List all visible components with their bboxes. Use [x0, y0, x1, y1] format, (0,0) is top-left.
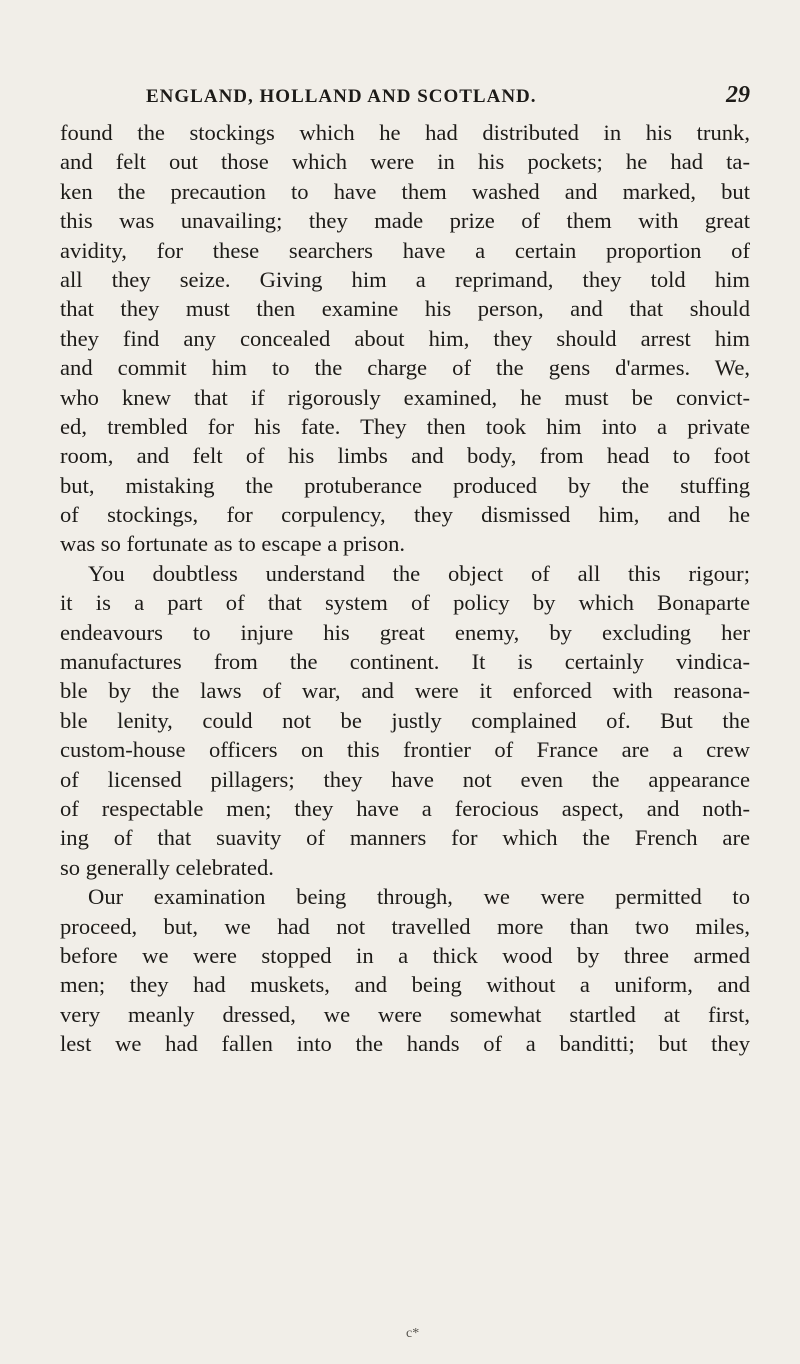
text-line: it is a part of that system of policy by which Bonaparte — [60, 590, 750, 616]
text-line: very meanly dressed, we were somewhat startled at first, — [60, 1001, 750, 1027]
page-header — [60, 82, 750, 116]
text-line: was so fortunate as to escape a prison. — [60, 531, 406, 557]
text-line: of respectable men; they have a ferocious aspect, and noth- — [60, 795, 750, 821]
signature-mark: c* — [406, 1326, 420, 1341]
text-line: ing of that suavity of manners for which the French are — [60, 825, 750, 851]
text-line: ble lenity, could not be justly complained of. But the — [60, 707, 750, 733]
text-line: Our examination being through, we were permitted to — [88, 884, 750, 910]
text-line: of licensed pillagers; they have not even the appearance — [60, 766, 750, 792]
text-line: ken the precaution to have them washed and marked, but — [60, 178, 750, 204]
text-line: room, and felt of his limbs and body, from head to foot — [60, 443, 750, 469]
text-line: proceed, but, we had not travelled more than two miles, — [60, 913, 750, 939]
text-line: You doubtless understand the object of all this rigour; — [88, 560, 750, 586]
text-line: endeavours to injure his great enemy, by excluding her — [60, 619, 750, 645]
text-line: ed, trembled for his fate. They then took him into a private — [60, 413, 750, 439]
text-line: this was unavailing; they made prize of them with great — [60, 208, 750, 234]
text-line: manufactures from the continent. It is certainly vindica- — [60, 649, 750, 675]
text-line: lest we had fallen into the hands of a banditti; but they — [60, 1031, 750, 1057]
text-line: who knew that if rigorously examined, he must be convict- — [60, 384, 750, 410]
text-line: ble by the laws of war, and were it enforced with reasona- — [60, 678, 750, 704]
text-line: that they must then examine his person, and that should — [60, 296, 750, 322]
text-line: all they seize. Giving him a reprimand, they told him — [60, 266, 750, 292]
text-line: they find any concealed about him, they should arrest him — [60, 325, 750, 351]
text-line: and commit him to the charge of the gens d'armes. We, — [60, 355, 750, 381]
text-line: avidity, for these searchers have a certain proportion of — [60, 237, 750, 263]
text-line: and felt out those which were in his pockets; he had ta- — [60, 149, 750, 175]
page-number: 29 — [726, 82, 750, 108]
body-text — [60, 118, 750, 1059]
text-line: found the stockings which he had distributed in his trunk, — [60, 120, 750, 145]
text-line: so generally celebrated. — [60, 854, 274, 880]
running-title: ENGLAND, HOLLAND AND SCOTLAND. — [146, 86, 537, 107]
text-line: of stockings, for corpulency, they dismissed him, and he — [60, 502, 750, 528]
text-line: but, mistaking the protuberance produced by the stuffing — [60, 472, 750, 498]
text-line: men; they had muskets, and being without a uniform, and — [60, 972, 750, 998]
text-line: custom-house officers on this frontier of France are a crew — [60, 737, 750, 763]
text-line: before we were stopped in a thick wood by three armed — [60, 942, 750, 968]
